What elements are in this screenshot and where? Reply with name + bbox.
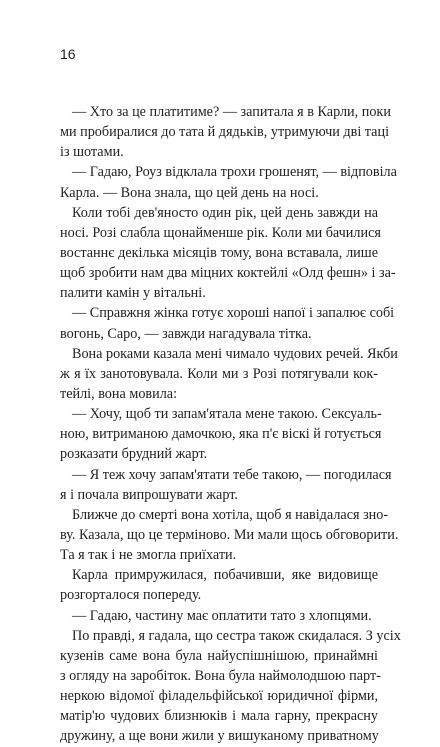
text-line: дружину, а ще вони жили у вишуканому приватному <box>60 728 379 745</box>
text-line: — Хочу, щоб ти запам'ятала мене такою. Сексуаль- <box>72 406 382 423</box>
text-line: вогонь, Саро, — завжди нагадувала тітка. <box>60 325 312 342</box>
paragraph <box>60 606 378 626</box>
text-line: По правді, я гадала, що сестра також скидалася. З усіх <box>72 627 401 644</box>
text-line: розгорталося попереду. <box>60 587 202 604</box>
paragraph <box>60 344 398 404</box>
text-line: Вона роками казала мені чимало чудових речей. Якби <box>72 345 398 362</box>
text-line: востаннє декілька місяців тому, вона вставала, лише <box>60 244 378 261</box>
text-line: ною, витриманою дамочкою, яка п'є віскі й готується <box>60 426 382 443</box>
text-line: неркою відомої філадельфійської юридичної фірми, <box>60 688 378 705</box>
body-text <box>60 102 401 747</box>
text-line: — Гадаю, частину має оплатити тато з хлопцями. <box>72 607 372 624</box>
paragraph <box>60 465 392 505</box>
text-line: — Хто за це платитиме? — запитала я в Карли, поки <box>72 104 391 120</box>
paragraph <box>60 505 399 565</box>
text-line: кузенів саме вона була найуспішнішою, принаймні <box>60 647 378 664</box>
paragraph <box>60 162 397 202</box>
text-line: ву. Казала, що це терміново. Ми мали щось обговорити. <box>60 526 399 543</box>
text-line: Ближче до смерті вона хотіла, щоб я навідалася зно- <box>72 506 389 523</box>
paragraph <box>60 303 395 343</box>
text-line: ж я їх занотовувала. Коли ми з Розі потягували кок- <box>60 365 378 382</box>
text-line: тейлі, вона мовила: <box>60 385 178 402</box>
text-line: Коли тобі дев'яносто один рік, цей день завжди на <box>72 204 378 221</box>
page-number: 16 <box>60 46 76 62</box>
paragraph <box>60 565 378 605</box>
text-line: палити камін у вітальні. <box>60 285 206 302</box>
text-line: розказати брудний жарт. <box>60 446 208 463</box>
text-line: щоб зробити нам два міцних коктейлі «Олд фешн» і за- <box>60 265 396 282</box>
text-line: я і почала випрошувати жарт. <box>60 486 238 503</box>
text-line: Карла примружилася, побачивши, яке видовище <box>72 567 378 584</box>
text-line: з огляду на заробіток. Вона була наймолодшою парт- <box>60 667 381 684</box>
text-line: носі. Розі слабла щонайменше рік. Коли ми бачилися <box>60 224 381 241</box>
text-line: Та я так і не змогла приїхати. <box>60 547 237 564</box>
text-line: — Справжня жінка готує хороші напої і запалює собі <box>72 305 395 322</box>
text-line: Карла. — Вона знала, що цей день на носі. <box>60 184 319 201</box>
text-line: із шотами. <box>60 144 124 161</box>
text-line: ми пробиралися до тата й дядьків, утримуючи дві таці <box>60 124 390 141</box>
paragraph <box>60 102 391 162</box>
paragraph <box>60 626 401 747</box>
text-line: матір'ю чудових близнюків і мала гарну, прекрасну <box>60 708 378 725</box>
paragraph <box>60 404 382 464</box>
text-line: — Гадаю, Роуз відклала трохи грошенят, — відповіла <box>72 164 397 181</box>
paragraph <box>60 203 396 304</box>
text-line: — Я теж хочу запам'ятати тебе такою, — погодилася <box>72 466 392 483</box>
